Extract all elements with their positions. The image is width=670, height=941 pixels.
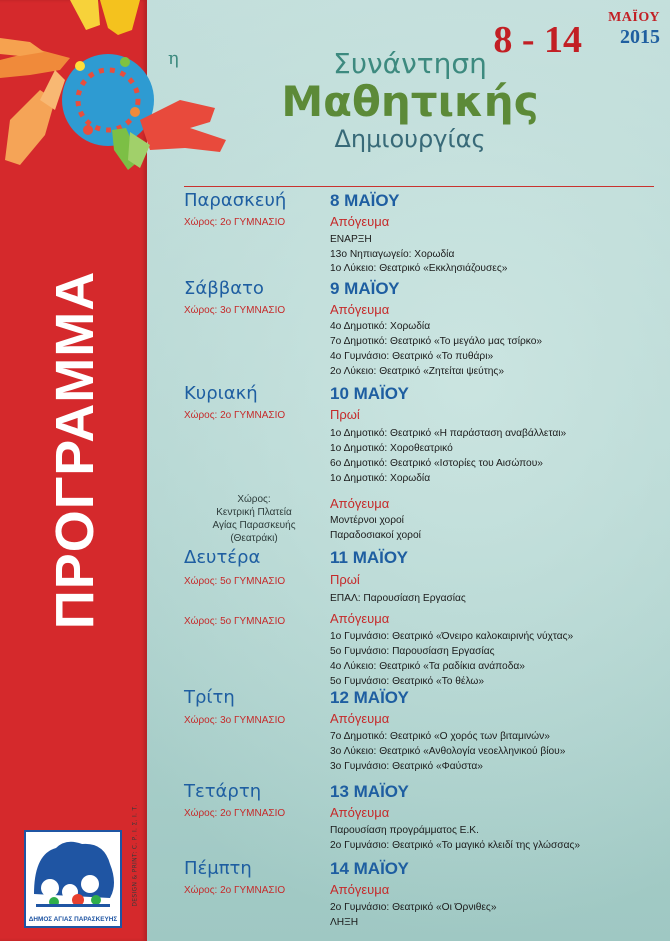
credit-text: DESIGN & PRINT: C. Ρ. Ι. Σ. Ι. Τ. xyxy=(131,803,139,907)
venue-line: Αγίας Παρασκευής xyxy=(212,520,296,531)
venue: Χώρος: 5ο ΓΥΜΝΑΣΙΟ xyxy=(184,576,286,587)
session-label: Απόγευμα xyxy=(330,611,390,626)
event-item: 4ο Λύκειο: Θεατρικό «Τα ραδίκια ανάποδα» xyxy=(330,661,525,672)
title-line-2: Μαθητικής xyxy=(281,77,539,126)
event-item: 4ο Γυμνάσιο: Θεατρικό «Το πυθάρι» xyxy=(330,351,494,362)
municipality-logo xyxy=(24,830,122,928)
day-date: 13 ΜΑΪΟΥ xyxy=(330,782,409,801)
event-item: 1ο Δημοτικό: Χοροθεατρικό xyxy=(330,443,453,454)
session-label: Πρωί xyxy=(330,572,360,587)
event-item: 3ο Γυμνάσιο: Θεατρικό «Φαύστα» xyxy=(330,761,483,772)
event-item: 6ο Δημοτικό: Θεατρικό «Ιστορίες του Αισώπου» xyxy=(330,458,543,469)
hands-illustration xyxy=(0,0,250,190)
venue: Χώρος: 2ο ΓΥΜΝΑΣΙΟ xyxy=(184,217,286,228)
event-item: 5ο Γυμνάσιο: Θεατρικό «Το θέλω» xyxy=(330,676,485,687)
event-item: 1ο Λύκειο: Θεατρικό «Εκκλησιάζουσες» xyxy=(330,263,508,274)
logo-caption: ΔΗΜΟΣ ΑΓΙΑΣ ΠΑΡΑΣΚΕΥΗΣ xyxy=(28,916,118,923)
design-credit xyxy=(128,800,142,910)
event-item: 2ο Λύκειο: Θεατρικό «Ζητείται ψεύτης» xyxy=(330,366,504,377)
event-title xyxy=(240,48,580,154)
event-item: ΛΗΞΗ xyxy=(330,917,359,928)
event-item: 13ο Νηπιαγωγείο: Χορωδία xyxy=(330,249,455,260)
session-label: Απόγευμα xyxy=(330,711,390,726)
day-date: 14 ΜΑΪΟΥ xyxy=(330,859,409,878)
day-name: Κυριακή xyxy=(184,383,258,404)
day-name: Τετάρτη xyxy=(184,781,262,802)
event-item: ΕΠΑΛ: Παρουσίαση Εργασίας xyxy=(330,593,466,604)
date-year: 2015 xyxy=(620,26,660,48)
tree-logo-icon xyxy=(26,834,120,914)
venue: Χώρος: 2ο ΓΥΜΝΑΣΙΟ xyxy=(184,885,286,896)
title-line-3: Δημιουργίας xyxy=(334,125,486,153)
event-item: Παραδοσιακοί χοροί xyxy=(330,530,421,541)
schedule-divider xyxy=(184,186,654,187)
session-label: Απόγευμα xyxy=(330,882,390,897)
event-item: 7ο Δημοτικό: Θεατρικό «Ο χορός των βιταμινών» xyxy=(330,731,550,742)
day-name: Πέμπτη xyxy=(184,858,252,879)
event-item: 1ο Γυμνάσιο: Θεατρικό «Όνειρο καλοκαιρινής νύχτας» xyxy=(330,631,574,642)
event-item: 2ο Γυμνάσιο: Θεατρικό «Το μαγικό κλειδί της γλώσσας» xyxy=(330,840,581,851)
event-item: Παρουσίαση προγράμματος Ε.Κ. xyxy=(330,825,479,836)
event-item: 3ο Λύκειο: Θεατρικό «Ανθολογία νεοελληνικού βίου» xyxy=(330,746,566,757)
event-item: 1ο Δημοτικό: Χορωδία xyxy=(330,473,431,484)
program-title: ΠΡΟΓΡΑΜΜΑ xyxy=(45,270,106,630)
day-date: 10 ΜΑΪΟΥ xyxy=(330,384,409,403)
event-item: 7ο Δημοτικό: Θεατρικό «Το μεγάλο μας τσίρκο» xyxy=(330,336,543,347)
session-label: Απόγευμα xyxy=(330,214,390,229)
day-name: Δευτέρα xyxy=(184,547,261,568)
venue: Χώρος: 5ο ΓΥΜΝΑΣΙΟ xyxy=(184,616,286,627)
session-label: Απόγευμα xyxy=(330,805,390,820)
day-name: Παρασκευή xyxy=(184,190,287,211)
venue: Χώρος: 2ο ΓΥΜΝΑΣΙΟ xyxy=(184,808,286,819)
day-date: 8 ΜΑΪΟΥ xyxy=(330,191,400,210)
event-item: ΕΝΑΡΞΗ xyxy=(330,234,372,245)
session-label: Απόγευμα xyxy=(330,302,390,317)
venue-square xyxy=(184,493,324,545)
event-item: 5ο Γυμνάσιο: Παρουσίαση Εργασίας xyxy=(330,646,495,657)
logo-letter: η xyxy=(168,48,179,69)
venue: Χώρος: 3ο ΓΥΜΝΑΣΙΟ xyxy=(184,305,286,316)
date-range: 8 - 14 xyxy=(493,19,582,61)
venue-line: Χώρος: xyxy=(237,494,271,505)
event-item: 4ο Δημοτικό: Χορωδία xyxy=(330,321,431,332)
day-name: Σάββατο xyxy=(184,278,264,299)
venue-line: Κεντρική Πλατεία xyxy=(216,507,292,518)
day-date: 9 ΜΑΪΟΥ xyxy=(330,279,400,298)
event-item: 2ο Γυμνάσιο: Θεατρικό «Οι Όρνιθες» xyxy=(330,902,497,913)
day-date: 12 ΜΑΪΟΥ xyxy=(330,688,409,707)
venue: Χώρος: 2ο ΓΥΜΝΑΣΙΟ xyxy=(184,410,286,421)
venue: Χώρος: 3ο ΓΥΜΝΑΣΙΟ xyxy=(184,715,286,726)
date-month: ΜΑΪΟΥ xyxy=(608,10,660,25)
venue-line: (Θεατράκι) xyxy=(230,533,278,544)
event-item: 1ο Δημοτικό: Θεατρικό «Η παράσταση αναβάλλεται» xyxy=(330,428,567,439)
session-label: Απόγευμα xyxy=(330,496,390,511)
day-date: 11 ΜΑΪΟΥ xyxy=(330,548,408,567)
session-label: Πρωί xyxy=(330,407,360,422)
side-title xyxy=(20,270,130,630)
event-item: Μοντέρνοι χοροί xyxy=(330,515,404,526)
day-name: Τρίτη xyxy=(184,687,235,708)
title-line-1: Συνάντηση xyxy=(333,47,487,80)
